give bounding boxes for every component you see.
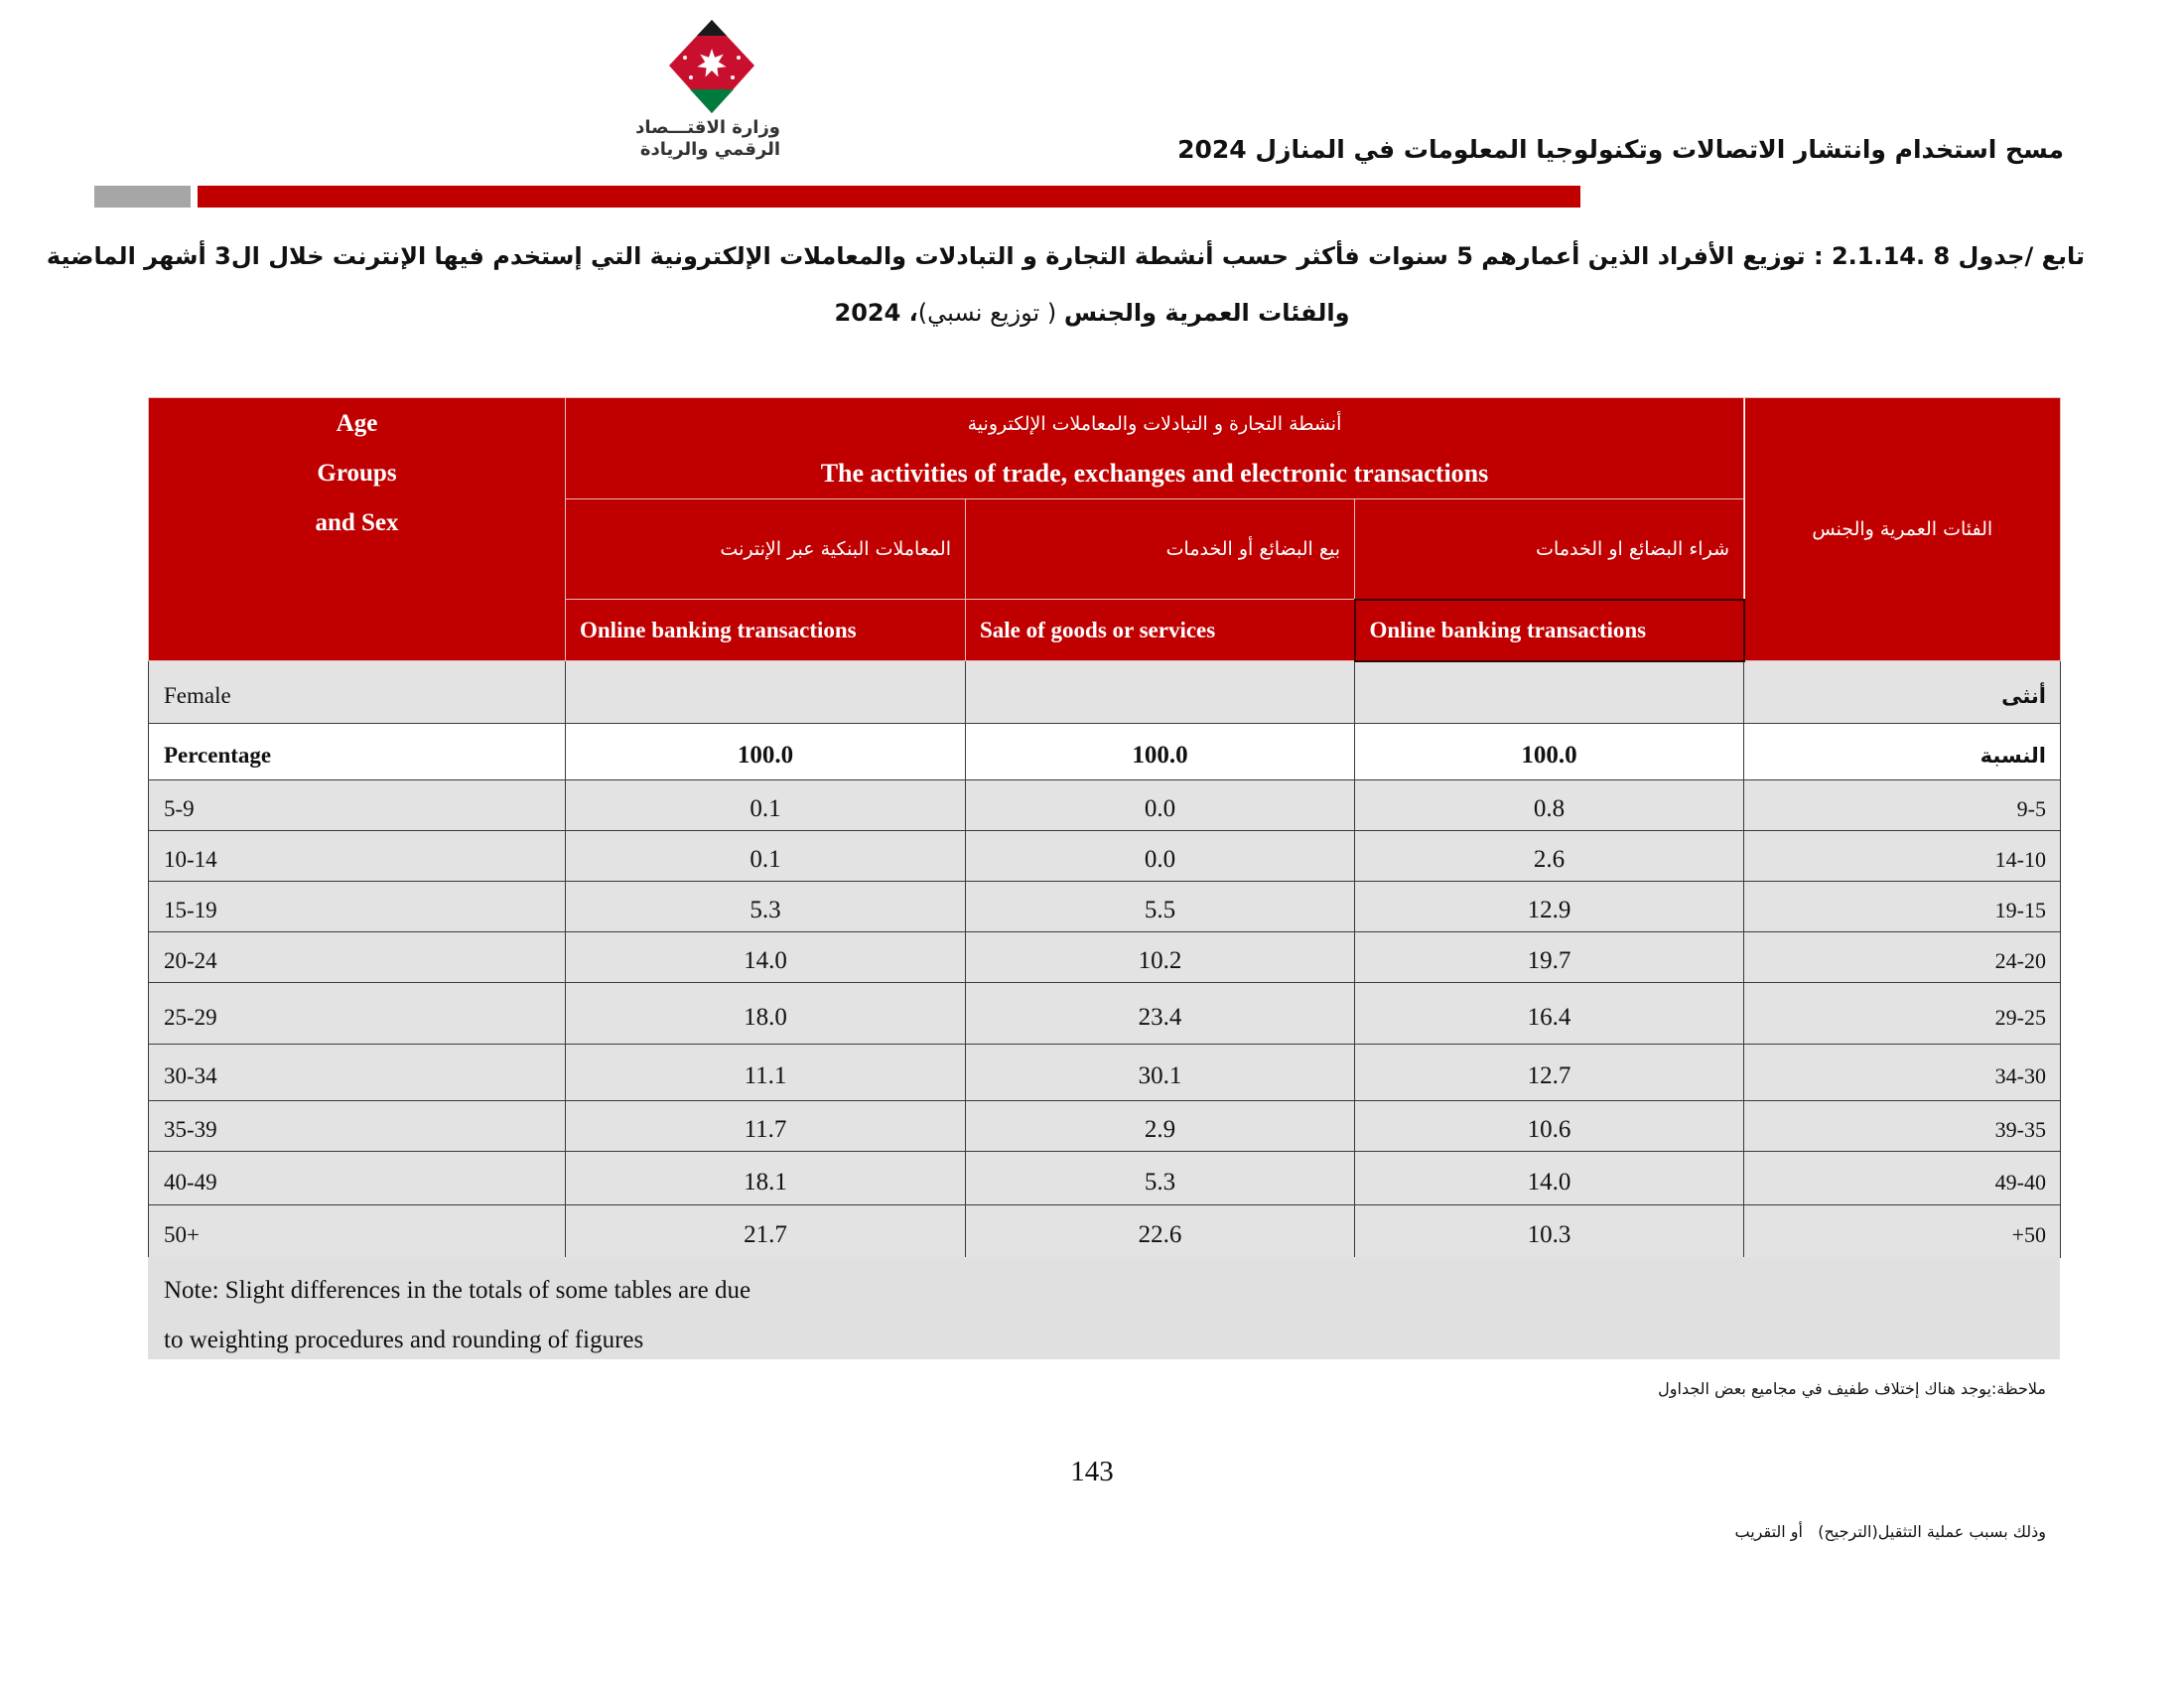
col-header-purchase-goods-ar: شراء البضائع او الخدمات <box>1355 499 1744 600</box>
value-purchase-goods-services: 19.7 <box>1355 932 1744 983</box>
logo-text-line2: الرقمي والريادة <box>639 139 780 160</box>
value-online-banking: 0.1 <box>566 831 966 882</box>
value-sale-goods-services: 10.2 <box>966 932 1355 983</box>
value-purchase-goods-services: 12.7 <box>1355 1045 1744 1101</box>
page-number: 143 <box>1070 1456 1114 1487</box>
row-label-ar: أنثى <box>1744 661 2061 724</box>
row-label-ar: النسبة <box>1744 724 2061 780</box>
row-label-en: 50+ <box>149 1205 566 1258</box>
note-en-line: Note: Slight differences in the totals of some tables are due <box>164 1277 751 1304</box>
table-row <box>149 932 2061 983</box>
table-row <box>149 780 2061 831</box>
age-header-line: Groups <box>317 460 397 487</box>
table-row <box>149 1152 2061 1205</box>
age-header-line: Age <box>336 410 378 437</box>
row-label-en: Percentage <box>149 724 566 780</box>
value-online-banking <box>566 661 966 724</box>
row-label-ar: 14-10 <box>1744 831 2061 882</box>
value-sale-goods-services: 23.4 <box>966 983 1355 1045</box>
logo-text-line1: وزارة الاقتـــصاد <box>635 117 780 138</box>
value-purchase-goods-services: 10.6 <box>1355 1101 1744 1152</box>
value-sale-goods-services <box>966 661 1355 724</box>
table-row <box>149 831 2061 882</box>
value-online-banking: 18.0 <box>566 983 966 1045</box>
value-purchase-goods-services: 2.6 <box>1355 831 1744 882</box>
col-header-online-banking-en: Online banking transactions <box>566 600 966 661</box>
row-label-en: 5-9 <box>149 780 566 831</box>
value-sale-goods-services: 22.6 <box>966 1205 1355 1258</box>
value-sale-goods-services: 30.1 <box>966 1045 1355 1101</box>
value-online-banking: 21.7 <box>566 1205 966 1258</box>
value-sale-goods-services: 2.9 <box>966 1101 1355 1152</box>
value-purchase-goods-services: 0.8 <box>1355 780 1744 831</box>
ministry-emblem-icon <box>655 18 769 117</box>
row-label-ar: 49-40 <box>1744 1152 2061 1205</box>
note-ar-line: وذلك بسبب عملية التثقيل(الترجيح) أو التقريب <box>1734 1522 2046 1541</box>
value-sale-goods-services: 0.0 <box>966 831 1355 882</box>
table-row <box>149 661 2061 724</box>
header-bar-gray <box>94 186 191 208</box>
row-label-en: 20-24 <box>149 932 566 983</box>
row-label-ar: 19-15 <box>1744 882 2061 932</box>
table-title-line1: تابع /جدول 8 .2.1.14 : توزيع الأفراد الذين أعمارهم 5 سنوات فأكثر حسب أنشطة التجارة و التبادلات والمعاملات الإلكترونية التي إستخدم فيها الإنترنت خلال ال3 أشهر الماضية <box>46 242 2085 270</box>
age-header-line: and Sex <box>315 509 399 536</box>
note-en <box>164 1266 751 1365</box>
table-header-row <box>149 398 2061 499</box>
table-row <box>149 1205 2061 1258</box>
ministry-logo <box>635 14 780 165</box>
value-purchase-goods-services: 12.9 <box>1355 882 1744 932</box>
value-online-banking: 11.7 <box>566 1101 966 1152</box>
table-row <box>149 983 2061 1045</box>
activities-header-ar: أنشطة التجارة و التبادلات والمعاملات الإلكترونية <box>967 413 1342 435</box>
header-bar-red <box>198 186 1580 208</box>
activities-group-header <box>566 398 1744 499</box>
table-row <box>149 724 2061 780</box>
col-header-purchase-goods-en: Online banking transactions <box>1355 600 1744 661</box>
value-online-banking: 100.0 <box>566 724 966 780</box>
row-label-en: 10-14 <box>149 831 566 882</box>
activities-header-en: The activities of trade, exchanges and electronic transactions <box>820 459 1489 488</box>
table-row <box>149 1101 2061 1152</box>
age-groups-sex-header <box>149 398 566 661</box>
row-label-en: 35-39 <box>149 1101 566 1152</box>
col-header-sale-goods-ar: بيع البضائع أو الخدمات <box>966 499 1355 600</box>
value-sale-goods-services: 100.0 <box>966 724 1355 780</box>
row-label-en: 15-19 <box>149 882 566 932</box>
row-label-ar: 29-25 <box>1744 983 2061 1045</box>
table-row <box>149 882 2061 932</box>
table-row <box>149 1045 2061 1101</box>
value-online-banking: 18.1 <box>566 1152 966 1205</box>
value-sale-goods-services: 5.5 <box>966 882 1355 932</box>
value-purchase-goods-services: 16.4 <box>1355 983 1744 1045</box>
row-label-ar: 24-20 <box>1744 932 2061 983</box>
col-header-online-banking-ar: المعاملات البنكية عبر الإنترنت <box>566 499 966 600</box>
value-online-banking: 14.0 <box>566 932 966 983</box>
value-online-banking: 0.1 <box>566 780 966 831</box>
value-online-banking: 11.1 <box>566 1045 966 1101</box>
value-purchase-goods-services: 14.0 <box>1355 1152 1744 1205</box>
value-purchase-goods-services: 10.3 <box>1355 1205 1744 1258</box>
value-purchase-goods-services: 100.0 <box>1355 724 1744 780</box>
table-title-line2 <box>99 299 2085 327</box>
survey-title: مسح استخدام وانتشار الاتصالات وتكنولوجيا المعلومات في المنازل 2024 <box>1177 135 2064 164</box>
col-header-sale-goods-en: Sale of goods or services <box>966 600 1355 661</box>
value-sale-goods-services: 0.0 <box>966 780 1355 831</box>
title-line2-main: والفئات العمرية والجنس <box>1063 299 1350 327</box>
title-line2-year: ، 2024 <box>834 299 918 327</box>
table-body <box>149 661 2061 1258</box>
row-label-ar: 34-30 <box>1744 1045 2061 1101</box>
data-table <box>148 397 2061 1258</box>
row-label-en: 25-29 <box>149 983 566 1045</box>
row-label-en: 30-34 <box>149 1045 566 1101</box>
row-label-en: 40-49 <box>149 1152 566 1205</box>
value-online-banking: 5.3 <box>566 882 966 932</box>
value-sale-goods-services: 5.3 <box>966 1152 1355 1205</box>
row-label-en: Female <box>149 661 566 724</box>
row-label-ar: +50 <box>1744 1205 2061 1258</box>
row-label-ar: 39-35 <box>1744 1101 2061 1152</box>
row-label-ar: 9-5 <box>1744 780 2061 831</box>
note-en-line: to weighting procedures and rounding of figures <box>164 1327 644 1353</box>
age-groups-sex-header-ar: الفئات العمرية والجنس <box>1744 398 2061 661</box>
note-ar-line: ملاحظة:يوجد هناك إختلاف طفيف في مجاميع بعض الجداول <box>1658 1379 2046 1398</box>
value-purchase-goods-services <box>1355 661 1744 724</box>
title-line2-paren: ( توزيع نسبي) <box>917 299 1057 327</box>
